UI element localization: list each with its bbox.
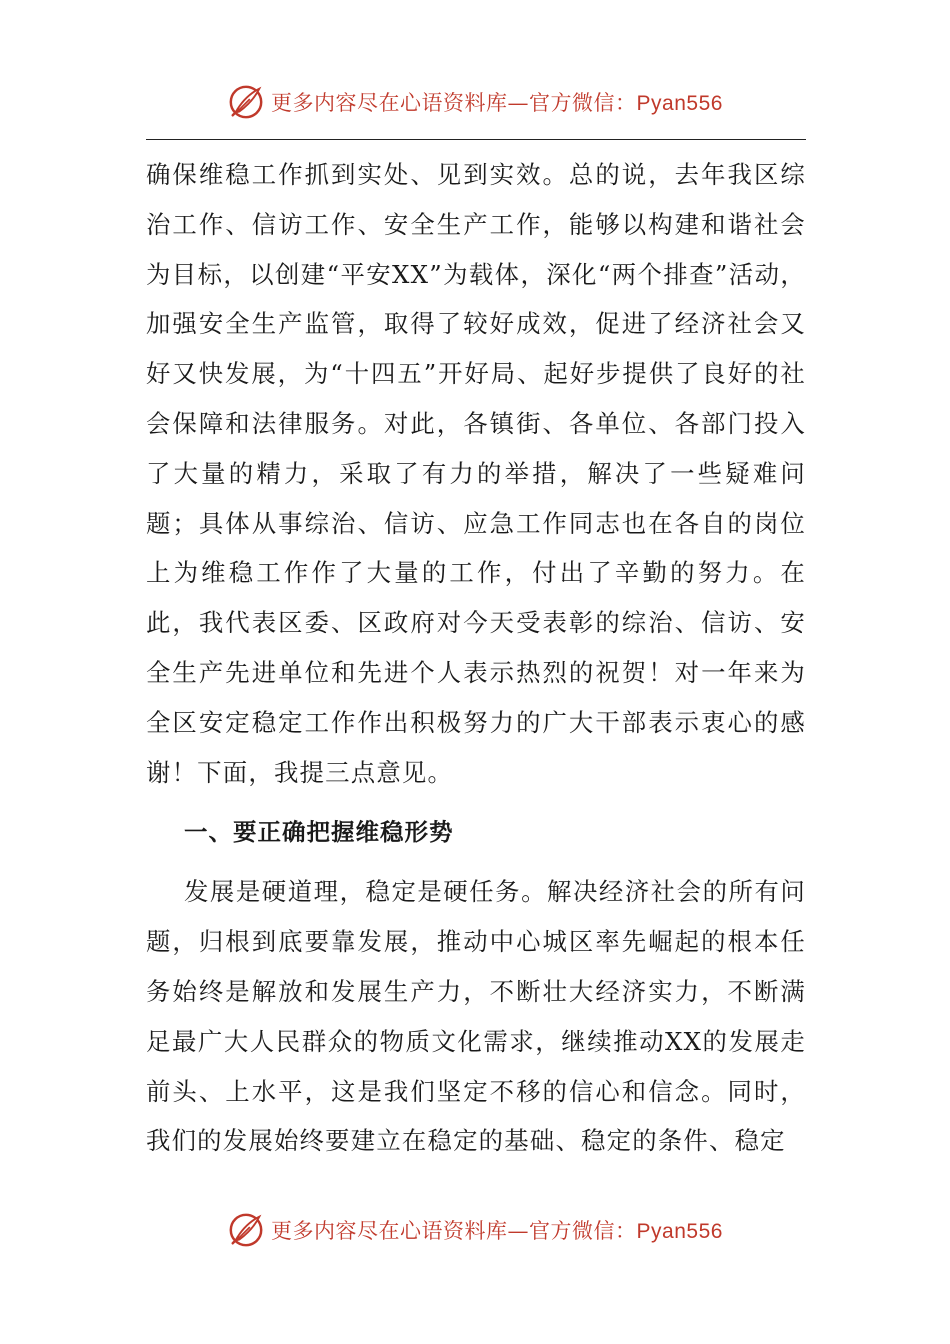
header-wechat-id: Pyan556: [636, 92, 723, 115]
body-paragraph: 发展是硬道理，稳定是硬任务。解决经济社会的所有问题，归根到底要靠发展，推动中心城区率先崛起的根本任务始终是解放和发展生产力，不断壮大经济实力，不断满足最广大人民群众的物质文化需求，继续推动XX的发展走前头、上水平，这是我们坚定不移的信心和信念。同时，我们的发展始终要建立在稳定的基础、稳定的条件、稳定: [146, 877, 806, 1156]
header-banner-text: 更多内容尽在心语资料库—官方微信：Pyan556: [271, 91, 723, 115]
quill-logo-icon: [227, 1211, 265, 1249]
footer-wechat-id: Pyan556: [636, 1220, 723, 1243]
header-banner: [0, 80, 950, 124]
body-paragraph: 确保维稳工作抓到实处、见到实效。总的说，去年我区综治工作、信访工作、安全生产工作，能够以构建和谐社会为目标，以创建“平安XX”为载体，深化“两个排查”活动，加强安全生产监管，取得了较好成效，促进了经济社会又好又快发展，为“十四五”开好局、起好步提供了良好的社会保障和法律服务。对此，各镇街、各单位、各部门投入了大量的精力，采取了有力的举措，解决了一些疑难问题；具体从事综治、信访、应急工作同志也在各自的岗位上为维稳工作作了大量的工作，付出了辛勤的努力。在此，我代表区委、区政府对今天受表彰的综治、信访、安全生产先进单位和先进个人表示热烈的祝贺！对一年来为全区安定稳定工作作出积极努力的广大干部表示衷心的感谢！下面，我提三点意见。: [146, 160, 806, 787]
section-heading: 一、要正确把握维稳形势: [184, 818, 454, 847]
quill-logo-icon: [227, 83, 265, 121]
footer-banner-text: 更多内容尽在心语资料库—官方微信：Pyan556: [271, 1219, 723, 1243]
footer-banner: [0, 1208, 950, 1252]
header-divider: [146, 139, 806, 140]
document-body: [146, 150, 806, 1166]
